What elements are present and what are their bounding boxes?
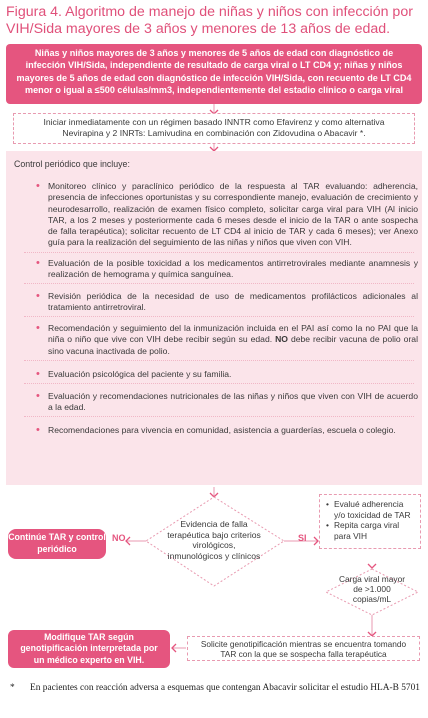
eligibility-box: Niñas y niños mayores de 3 años y menores de 5 años de edad con diagnóstico de infección VIH/Sida, independiente de resultado de carga viral o LT CD4 y; niñas y niños mayores de 5 años de edad con diagnóstico de infección VIH/Sida, con recuento de LT CD4 menor o igual a ≤500 células/mm3, independientemente del estadio clínico o carga viral (6, 44, 422, 104)
modify-tar-box: Modifique TAR según genotipificación interpretada por un médico experto en VIH. (8, 630, 170, 668)
periodic-control-panel (6, 151, 422, 485)
control-item-7: • Recomendaciones para vivencia en comunidad, asistencia a guarderías, escuela o colegio. (48, 425, 418, 436)
genotyping-box: Solicite genotipificación mientras se encuentra tomando TAR con la que se sospecha falla terapéutica (187, 636, 420, 661)
start-therapy-box: Iniciar inmediatamente con un régimen basado INNTR como Efavirenz y como alternativa Nevirapina y 2 INRTs: Lamivudina en combinación con Zidovudina o Abacavir *. (13, 113, 415, 144)
bullet-icon (36, 425, 42, 431)
si-action-2: • Repita carga viral para VIH (326, 520, 400, 541)
viral-load-decision-text: Carga viral mayor de >1.000 copias/mL (338, 574, 406, 605)
bullet-icon: • (326, 520, 329, 531)
no-label: NO (112, 533, 126, 543)
control-item-5: • Evaluación psicológica del paciente y su familia. (48, 369, 418, 380)
figure-title: Figura 4. Algoritmo de manejo de niñas y niños con infección por VIH/Sida mayores de 3 años y menores de 13 años de edad. (6, 4, 413, 37)
si-action-1: • Evalué adherencia y/o toxicidad de TAR (326, 499, 411, 520)
control-heading: Control periódico que incluye: (14, 159, 130, 169)
control-item-6: • Evaluación y recomendaciones nutricionales de las niñas y niños que viven con VIH de acuerdo a la edad. (48, 391, 418, 414)
control-item-3: • Revisión periódica de la necesidad de uso de medicamentos profilácticos adicionales al tratamiento antirretroviral. (48, 291, 418, 314)
control-item-4: • Recomendación y seguimiento del la inmunización incluida en el PAI así como la no PAI que la niña o niño que vive con VIH debe recibir según su edad. NO debe recibir vacuna de polio oral sino vacuna inactivada de polio. (48, 323, 418, 357)
continue-tar-box: Continúe TAR y control periódico (8, 529, 106, 559)
bullet-icon: • (326, 499, 329, 509)
item-divider (24, 252, 414, 253)
footnote-mark: * (10, 683, 15, 693)
bullet-icon (36, 323, 42, 329)
item-divider (24, 416, 414, 417)
item-divider (24, 316, 414, 317)
control-item-2: • Evaluación de la posible toxicidad a los medicamentos antirretrovirales mediante anamnesis y realización de hemograma y química sanguínea. (48, 258, 418, 281)
item-divider (24, 383, 414, 384)
item-divider (24, 283, 414, 284)
control-item-1: • Monitoreo clínico y paraclínico periódico de la respuesta al TAR evaluando: adherencia, presencia de infecciones oportunistas y su correspondiente manejo, evaluación de crecimiento y neurodesarrollo, realización de examen físico completo, solicitar carga viral para VIH (Al inicio TAR, a los 2 meses y posteriormente cada 6 meses desde el inicio de la TAR o ante sospecha de falla terapéutica); solicitar recuento de LT CD4 al inicio de TAR y cada 6 meses); ver Anexo guía para la realización del seguimiento de las niñas y niños que viven con VIH. (48, 181, 418, 249)
bullet-icon (36, 291, 42, 297)
si-actions-box (319, 494, 421, 549)
bullet-icon (36, 391, 42, 397)
item-divider (24, 360, 414, 361)
bullet-icon (36, 181, 42, 187)
footnote-text: En pacientes con reacción adversa a esquemas que contengan Abacavir solicitar el estudio HLA-B 5701 (30, 683, 420, 693)
bullet-icon (36, 369, 42, 375)
failure-decision-text: Evidencia de falla terapéutica bajo criterios virológicos, inmunológicos y clínicos (167, 519, 261, 561)
bullet-icon (36, 258, 42, 264)
si-label: SI (298, 533, 307, 543)
